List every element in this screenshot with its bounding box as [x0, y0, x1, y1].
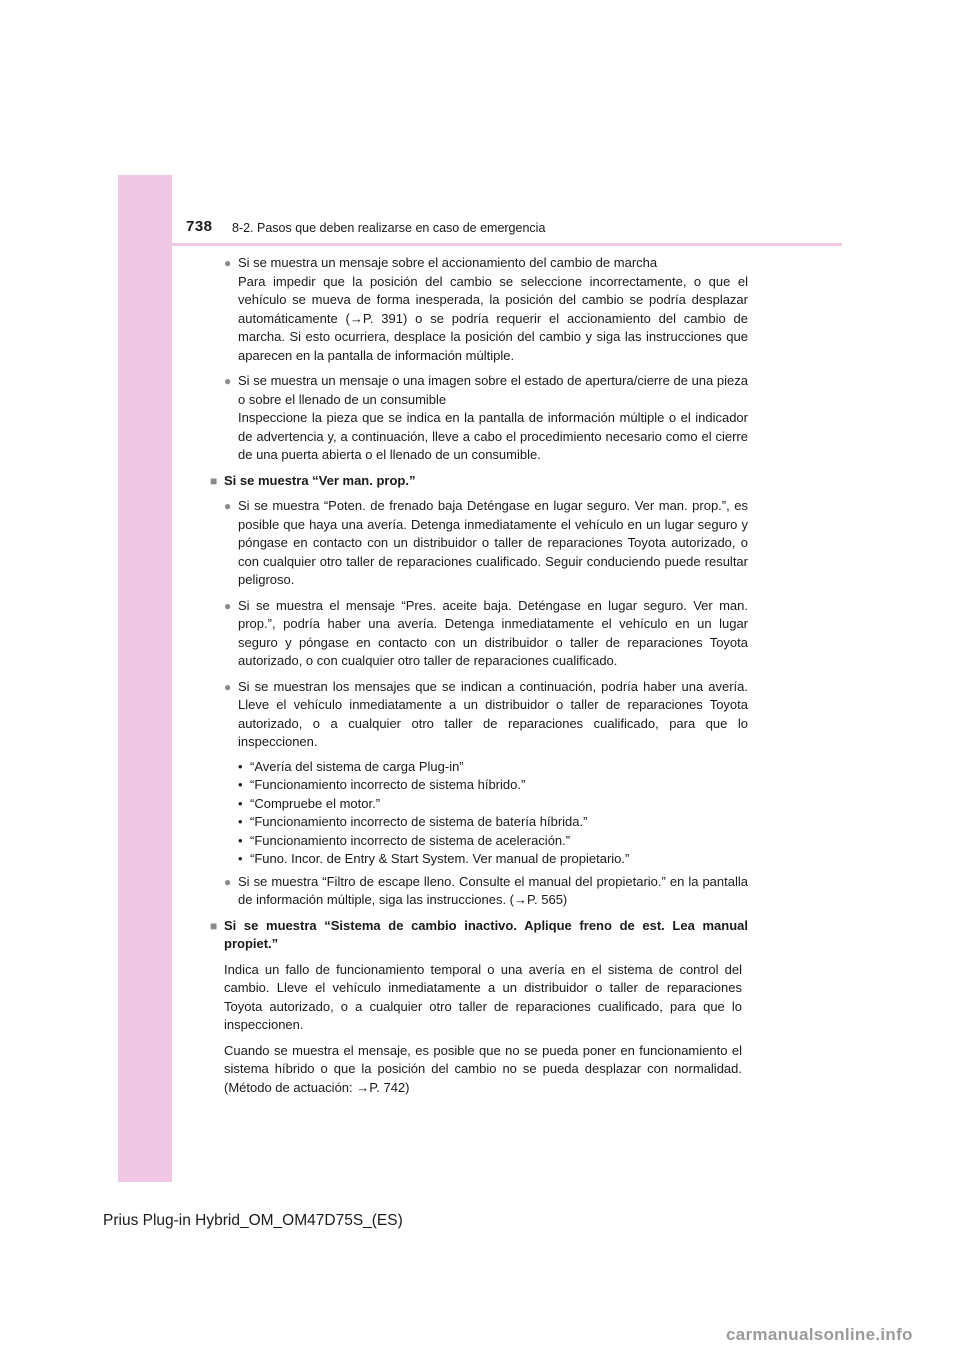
- message-list-item: • “Funcionamiento incorrecto de sistema híbrido.”: [238, 776, 748, 795]
- footer-document-id: Prius Plug-in Hybrid_OM_OM47D75S_(ES): [103, 1212, 403, 1229]
- item-text: Si se muestran los mensajes que se indican a continuación, podría haber una avería. Lleve el vehículo inmediatamente a un distribuidor o taller de reparaciones Toyota autorizado, o a cualquier otro taller de reparaciones cualificado, para que lo inspeccionen.: [238, 678, 748, 749]
- list-item: [224, 497, 748, 590]
- circle-bullet-icon: ●: [224, 598, 232, 613]
- list-item: [224, 372, 748, 465]
- circle-bullet-icon: ●: [224, 256, 232, 270]
- circle-bullet-icon: ●: [224, 679, 232, 694]
- circle-bullet-icon: ●: [224, 874, 232, 889]
- message-list-item: • “Avería del sistema de carga Plug-in”: [238, 758, 748, 777]
- page-content: [0, 254, 960, 1104]
- message-list: [238, 758, 748, 869]
- section-heading: Si se muestra “Sistema de cambio inactivo. Aplique freno de est. Lea manual propiet.”: [224, 917, 748, 951]
- section-heading-ver-man-prop: [210, 472, 748, 491]
- message-list-item: • “Compruebe el motor.”: [238, 795, 748, 814]
- item-text: Si se muestra “Poten. de frenado baja Deténgase en lugar seguro. Ver man. prop.”, es posible que haya una avería. Detenga inmediatamente el vehículo en un lugar seguro y póngase en contacto con un distribuidor o taller de reparaciones Toyota autorizado, o con cualquier otro taller de reparaciones cualificado. Seguir conduciendo puede resultar peligroso.: [238, 498, 748, 587]
- message-list-item: • “Funcionamiento incorrecto de sistema de aceleración.”: [238, 832, 748, 851]
- item-lead: Si se muestra un mensaje sobre el accionamiento del cambio de marcha: [238, 255, 658, 270]
- square-bullet-icon: ■: [210, 473, 218, 488]
- paragraph: Cuando se muestra el mensaje, es posible que no se pueda poner en funcionamiento el sistema híbrido o que la posición del cambio no se pueda desplazar con normalidad. (Método de actuación: →P. 742): [224, 1042, 742, 1095]
- circle-bullet-icon: ●: [224, 499, 232, 513]
- item-text: Si se muestra “Filtro de escape lleno. Consulte el manual del propietario.” en la pantalla de información múltiple, siga las instrucciones. (→P. 565): [238, 873, 748, 907]
- list-item: [224, 597, 748, 671]
- section-title: 8-2. Pasos que deben realizarse en caso de emergencia: [232, 221, 546, 235]
- circle-bullet-icon: ●: [224, 374, 232, 388]
- list-item: [224, 873, 748, 910]
- item-lead: Si se muestra un mensaje o una imagen sobre el estado de apertura/cierre de una pieza o sobre el llenado de un consumible: [238, 373, 748, 407]
- message-list-item: • “Funo. Incor. de Entry & Start System. Ver manual de propietario.”: [238, 850, 748, 869]
- message-list-item: • “Funcionamiento incorrecto de sistema de batería híbrida.”: [238, 813, 748, 832]
- item-body: Inspeccione la pieza que se indica en la pantalla de información múltiple o el indicador de advertencia y, a continuación, lleve a cabo el procedimiento necesario como el cierre de una puerta abierta o el llenado de un consumible.: [238, 410, 748, 462]
- list-item: [224, 254, 748, 365]
- item-text: Si se muestra el mensaje “Pres. aceite baja. Deténgase en lugar seguro. Ver man. prop.”, podría haber una avería. Detenga inmediatamente el vehículo en un lugar seguro y póngase en contacto con un distribuidor o taller de reparaciones Toyota autorizado, o con cualquier otro taller de reparaciones cualificado.: [238, 597, 748, 668]
- section-heading: Si se muestra “Ver man. prop.”: [224, 472, 416, 488]
- item-body: Para impedir que la posición del cambio se seleccione incorrectamente, o que el vehículo se mueva de forma inesperada, la posición del cambio se podría desplazar automáticamente (→P. 391) o se podría requerir el accionamiento del cambio de marcha. Si esto ocurriera, desplace la posición del cambio y siga las instrucciones que aparecen en la pantalla de información múltiple.: [238, 273, 748, 363]
- page-number: 738: [186, 218, 213, 235]
- list-item: [224, 678, 748, 752]
- paragraph: Indica un fallo de funcionamiento temporal o una avería en el sistema de control del cambio. Lleve el vehículo inmediatamente a un distribuidor o taller de reparaciones Toyota autorizado, o a cualquier otro taller de reparaciones cualificado, para que lo inspeccionen.: [224, 961, 742, 1032]
- header-divider: [172, 243, 842, 246]
- section-heading-sistema-cambio: [210, 917, 748, 954]
- watermark: carmanualsonline.info: [726, 1325, 913, 1344]
- square-bullet-icon: ■: [210, 918, 218, 933]
